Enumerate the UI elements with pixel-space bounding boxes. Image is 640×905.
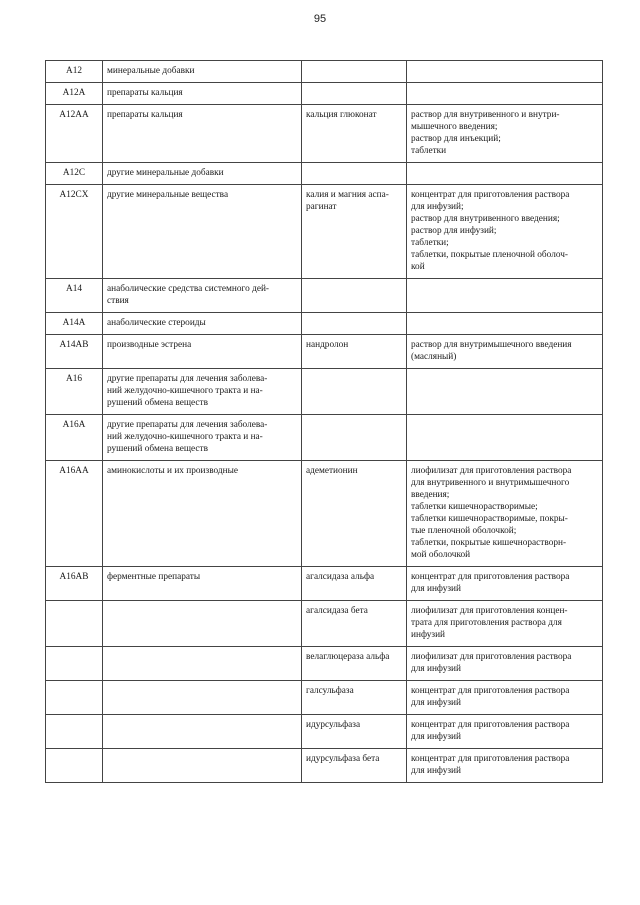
group-name-cell: ферментные препараты	[103, 567, 302, 601]
atc-code-cell	[46, 647, 103, 681]
substance-cell: калия и магния аспа- рагинат	[302, 185, 407, 279]
table-row	[46, 105, 603, 163]
dosage-form-cell: лиофилизат для приготовления раствора для инфузий	[407, 647, 603, 681]
dosage-form-cell: раствор для внутримышечного введения (масляный)	[407, 335, 603, 369]
group-name-cell: препараты кальция	[103, 83, 302, 105]
table-row	[46, 461, 603, 567]
atc-code-cell	[46, 601, 103, 647]
group-name-cell: аминокислоты и их производные	[103, 461, 302, 567]
substance-cell	[302, 163, 407, 185]
dosage-form-cell: концентрат для приготовления раствора для инфузий	[407, 715, 603, 749]
atc-code-cell: A12A	[46, 83, 103, 105]
group-name-cell: другие препараты для лечения заболева- ний желудочно-кишечного тракта и на- рушений обмена веществ	[103, 369, 302, 415]
table-row	[46, 335, 603, 369]
substance-cell: кальция глюконат	[302, 105, 407, 163]
page-number: 95	[313, 13, 327, 25]
substance-cell	[302, 415, 407, 461]
dosage-form-cell	[407, 163, 603, 185]
table-body	[46, 61, 603, 783]
table-row	[46, 185, 603, 279]
atc-code-cell	[46, 715, 103, 749]
atc-code-cell: A14A	[46, 313, 103, 335]
substance-cell: агалсидаза бета	[302, 601, 407, 647]
group-name-cell	[103, 601, 302, 647]
atc-code-cell	[46, 749, 103, 783]
table-row	[46, 681, 603, 715]
group-name-cell	[103, 681, 302, 715]
dosage-form-cell: лиофилизат для приготовления раствора для внутривенного и внутримышечного введения; таблетки кишечнорастворимые; таблетки кишечнорастворимые, покры- тые пленочной оболочкой; таблетки, покрытые кишечнорастворн- мой оболочкой	[407, 461, 603, 567]
atc-code-cell: A12C	[46, 163, 103, 185]
substance-cell: идурсульфаза бета	[302, 749, 407, 783]
dosage-form-cell	[407, 61, 603, 83]
table-row	[46, 163, 603, 185]
group-name-cell: анаболические стероиды	[103, 313, 302, 335]
substance-cell: идурсульфаза	[302, 715, 407, 749]
substance-cell	[302, 61, 407, 83]
substance-cell: галсульфаза	[302, 681, 407, 715]
substance-cell	[302, 369, 407, 415]
substance-cell: велаглюцераза альфа	[302, 647, 407, 681]
dosage-form-cell: концентрат для приготовления раствора для инфузий	[407, 749, 603, 783]
group-name-cell: другие минеральные добавки	[103, 163, 302, 185]
substance-cell: адеметионин	[302, 461, 407, 567]
group-name-cell: минеральные добавки	[103, 61, 302, 83]
drug-classification-table	[45, 60, 603, 783]
substance-cell	[302, 83, 407, 105]
group-name-cell: анаболические средства системного дей- ствия	[103, 279, 302, 313]
table-row	[46, 715, 603, 749]
table-row	[46, 369, 603, 415]
substance-cell	[302, 279, 407, 313]
atc-code-cell: A14	[46, 279, 103, 313]
atc-code-cell	[46, 681, 103, 715]
table-row	[46, 647, 603, 681]
dosage-form-cell	[407, 313, 603, 335]
atc-code-cell: A12	[46, 61, 103, 83]
substance-cell: нандролон	[302, 335, 407, 369]
group-name-cell: другие препараты для лечения заболева- ний желудочно-кишечного тракта и на- рушений обмена веществ	[103, 415, 302, 461]
dosage-form-cell	[407, 369, 603, 415]
dosage-form-cell: концентрат для приготовления раствора для инфузий	[407, 567, 603, 601]
atc-code-cell: A16AA	[46, 461, 103, 567]
table-row	[46, 415, 603, 461]
dosage-form-cell: лиофилизат для приготовления концен- трата для приготовления раствора для инфузий	[407, 601, 603, 647]
group-name-cell	[103, 715, 302, 749]
group-name-cell	[103, 647, 302, 681]
dosage-form-cell	[407, 415, 603, 461]
table-row	[46, 567, 603, 601]
dosage-form-cell: раствор для внутривенного и внутри- мышечного введения; раствор для инъекций; таблетки	[407, 105, 603, 163]
atc-code-cell: A14AB	[46, 335, 103, 369]
table-row	[46, 83, 603, 105]
table-row	[46, 61, 603, 83]
group-name-cell: препараты кальция	[103, 105, 302, 163]
atc-code-cell: A16	[46, 369, 103, 415]
dosage-form-cell	[407, 83, 603, 105]
dosage-form-cell	[407, 279, 603, 313]
group-name-cell	[103, 749, 302, 783]
table-row	[46, 279, 603, 313]
group-name-cell: производные эстрена	[103, 335, 302, 369]
substance-cell	[302, 313, 407, 335]
table-row	[46, 313, 603, 335]
group-name-cell: другие минеральные вещества	[103, 185, 302, 279]
substance-cell: агалсидаза альфа	[302, 567, 407, 601]
atc-code-cell: A12AA	[46, 105, 103, 163]
atc-code-cell: A16AB	[46, 567, 103, 601]
atc-code-cell: A12CX	[46, 185, 103, 279]
atc-code-cell: A16A	[46, 415, 103, 461]
table-row	[46, 749, 603, 783]
dosage-form-cell: концентрат для приготовления раствора для инфузий	[407, 681, 603, 715]
table-row	[46, 601, 603, 647]
dosage-form-cell: концентрат для приготовления раствора для инфузий; раствор для внутривенного введения; раствор для инфузий; таблетки; таблетки, покрытые пленочной оболоч- кой	[407, 185, 603, 279]
